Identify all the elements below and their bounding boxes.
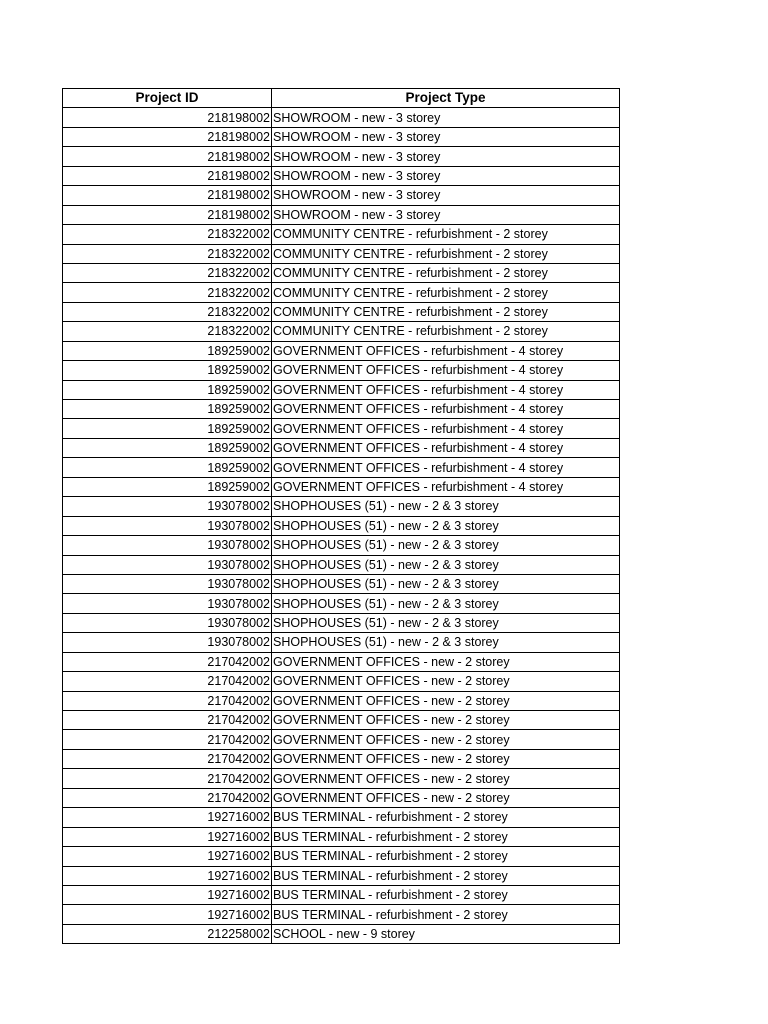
project-id-cell: 189259002 bbox=[63, 438, 272, 457]
project-id-cell: 217042002 bbox=[63, 769, 272, 788]
project-type-cell: SHOPHOUSES (51) - new - 2 & 3 storey bbox=[272, 613, 620, 632]
project-type-cell: COMMUNITY CENTRE - refurbishment - 2 storey bbox=[272, 322, 620, 341]
project-type-cell: SHOWROOM - new - 3 storey bbox=[272, 147, 620, 166]
table-row bbox=[63, 574, 620, 593]
table-row bbox=[63, 730, 620, 749]
project-id-cell: 193078002 bbox=[63, 497, 272, 516]
project-id-cell: 218322002 bbox=[63, 263, 272, 282]
table-body bbox=[63, 108, 620, 944]
project-type-cell: COMMUNITY CENTRE - refurbishment - 2 storey bbox=[272, 225, 620, 244]
project-id-cell: 218198002 bbox=[63, 127, 272, 146]
table-row bbox=[63, 885, 620, 904]
table-row bbox=[63, 866, 620, 885]
project-type-cell: SHOPHOUSES (51) - new - 2 & 3 storey bbox=[272, 555, 620, 574]
project-type-cell: SHOWROOM - new - 3 storey bbox=[272, 108, 620, 127]
project-id-cell: 217042002 bbox=[63, 652, 272, 671]
table-row bbox=[63, 516, 620, 535]
table-row bbox=[63, 127, 620, 146]
project-id-cell: 218198002 bbox=[63, 205, 272, 224]
table-row bbox=[63, 555, 620, 574]
project-id-cell: 217042002 bbox=[63, 730, 272, 749]
table-row bbox=[63, 711, 620, 730]
table-row bbox=[63, 633, 620, 652]
table-row bbox=[63, 652, 620, 671]
project-type-cell: GOVERNMENT OFFICES - refurbishment - 4 storey bbox=[272, 438, 620, 457]
table-row bbox=[63, 263, 620, 282]
table-row bbox=[63, 244, 620, 263]
project-type-cell: BUS TERMINAL - refurbishment - 2 storey bbox=[272, 905, 620, 924]
project-id-cell: 189259002 bbox=[63, 380, 272, 399]
project-type-cell: SHOPHOUSES (51) - new - 2 & 3 storey bbox=[272, 594, 620, 613]
project-id-cell: 193078002 bbox=[63, 613, 272, 632]
table-row bbox=[63, 749, 620, 768]
header-row bbox=[63, 89, 620, 108]
project-type-cell: COMMUNITY CENTRE - refurbishment - 2 storey bbox=[272, 244, 620, 263]
project-id-cell: 217042002 bbox=[63, 788, 272, 807]
project-type-cell: GOVERNMENT OFFICES - refurbishment - 4 storey bbox=[272, 419, 620, 438]
project-id-cell: 218322002 bbox=[63, 322, 272, 341]
table-row bbox=[63, 458, 620, 477]
project-type-cell: SHOPHOUSES (51) - new - 2 & 3 storey bbox=[272, 574, 620, 593]
table-row bbox=[63, 847, 620, 866]
project-id-cell: 217042002 bbox=[63, 672, 272, 691]
project-type-cell: BUS TERMINAL - refurbishment - 2 storey bbox=[272, 866, 620, 885]
project-type-cell: SCHOOL - new - 9 storey bbox=[272, 924, 620, 943]
project-type-cell: SHOPHOUSES (51) - new - 2 & 3 storey bbox=[272, 497, 620, 516]
table-row bbox=[63, 166, 620, 185]
project-id-cell: 189259002 bbox=[63, 361, 272, 380]
project-type-cell: COMMUNITY CENTRE - refurbishment - 2 storey bbox=[272, 302, 620, 321]
project-id-cell: 189259002 bbox=[63, 419, 272, 438]
project-id-cell: 212258002 bbox=[63, 924, 272, 943]
table-row bbox=[63, 186, 620, 205]
table-row bbox=[63, 205, 620, 224]
table-row bbox=[63, 536, 620, 555]
project-id-cell: 217042002 bbox=[63, 711, 272, 730]
table-row bbox=[63, 147, 620, 166]
project-type-cell: GOVERNMENT OFFICES - new - 2 storey bbox=[272, 711, 620, 730]
table-row bbox=[63, 827, 620, 846]
project-type-cell: BUS TERMINAL - refurbishment - 2 storey bbox=[272, 808, 620, 827]
project-id-cell: 192716002 bbox=[63, 866, 272, 885]
project-type-cell: SHOWROOM - new - 3 storey bbox=[272, 166, 620, 185]
project-type-cell: GOVERNMENT OFFICES - refurbishment - 4 storey bbox=[272, 341, 620, 360]
project-id-cell: 192716002 bbox=[63, 885, 272, 904]
project-id-cell: 189259002 bbox=[63, 341, 272, 360]
project-id-cell: 218198002 bbox=[63, 166, 272, 185]
project-type-cell: COMMUNITY CENTRE - refurbishment - 2 storey bbox=[272, 263, 620, 282]
table-row bbox=[63, 341, 620, 360]
project-id-cell: 193078002 bbox=[63, 594, 272, 613]
table-row bbox=[63, 769, 620, 788]
project-id-cell: 193078002 bbox=[63, 536, 272, 555]
project-type-cell: BUS TERMINAL - refurbishment - 2 storey bbox=[272, 827, 620, 846]
header-project-id: Project ID bbox=[63, 89, 272, 108]
project-type-cell: GOVERNMENT OFFICES - new - 2 storey bbox=[272, 788, 620, 807]
project-type-cell: GOVERNMENT OFFICES - refurbishment - 4 storey bbox=[272, 380, 620, 399]
project-type-cell: GOVERNMENT OFFICES - refurbishment - 4 storey bbox=[272, 361, 620, 380]
project-id-cell: 217042002 bbox=[63, 749, 272, 768]
project-type-cell: GOVERNMENT OFFICES - new - 2 storey bbox=[272, 749, 620, 768]
project-type-cell: BUS TERMINAL - refurbishment - 2 storey bbox=[272, 885, 620, 904]
project-id-cell: 217042002 bbox=[63, 691, 272, 710]
table-row bbox=[63, 419, 620, 438]
project-type-cell: SHOWROOM - new - 3 storey bbox=[272, 186, 620, 205]
project-id-cell: 218322002 bbox=[63, 225, 272, 244]
table-row bbox=[63, 380, 620, 399]
table-row bbox=[63, 788, 620, 807]
project-type-cell: GOVERNMENT OFFICES - refurbishment - 4 storey bbox=[272, 477, 620, 496]
table-row bbox=[63, 302, 620, 321]
project-id-cell: 192716002 bbox=[63, 905, 272, 924]
table-row bbox=[63, 283, 620, 302]
table-row bbox=[63, 477, 620, 496]
project-id-cell: 192716002 bbox=[63, 847, 272, 866]
project-type-cell: GOVERNMENT OFFICES - new - 2 storey bbox=[272, 672, 620, 691]
project-id-cell: 218198002 bbox=[63, 108, 272, 127]
project-type-cell: GOVERNMENT OFFICES - new - 2 storey bbox=[272, 769, 620, 788]
project-type-cell: COMMUNITY CENTRE - refurbishment - 2 storey bbox=[272, 283, 620, 302]
table-row bbox=[63, 691, 620, 710]
table-row bbox=[63, 594, 620, 613]
project-id-cell: 192716002 bbox=[63, 827, 272, 846]
table-row bbox=[63, 808, 620, 827]
project-id-cell: 218198002 bbox=[63, 186, 272, 205]
project-type-cell: GOVERNMENT OFFICES - refurbishment - 4 storey bbox=[272, 400, 620, 419]
project-type-cell: SHOWROOM - new - 3 storey bbox=[272, 205, 620, 224]
project-type-cell: SHOWROOM - new - 3 storey bbox=[272, 127, 620, 146]
project-id-cell: 218322002 bbox=[63, 244, 272, 263]
project-type-cell: GOVERNMENT OFFICES - new - 2 storey bbox=[272, 691, 620, 710]
table-row bbox=[63, 497, 620, 516]
project-id-cell: 193078002 bbox=[63, 516, 272, 535]
project-id-cell: 218198002 bbox=[63, 147, 272, 166]
project-type-cell: GOVERNMENT OFFICES - new - 2 storey bbox=[272, 652, 620, 671]
table-row bbox=[63, 361, 620, 380]
table-row bbox=[63, 225, 620, 244]
project-type-cell: SHOPHOUSES (51) - new - 2 & 3 storey bbox=[272, 536, 620, 555]
table-row bbox=[63, 613, 620, 632]
header-project-type: Project Type bbox=[272, 89, 620, 108]
project-id-cell: 189259002 bbox=[63, 477, 272, 496]
project-id-cell: 193078002 bbox=[63, 633, 272, 652]
table-row bbox=[63, 400, 620, 419]
project-id-cell: 189259002 bbox=[63, 400, 272, 419]
project-type-cell: BUS TERMINAL - refurbishment - 2 storey bbox=[272, 847, 620, 866]
table-row bbox=[63, 924, 620, 943]
project-type-cell: SHOPHOUSES (51) - new - 2 & 3 storey bbox=[272, 516, 620, 535]
table-row bbox=[63, 438, 620, 457]
table-row bbox=[63, 108, 620, 127]
project-id-cell: 189259002 bbox=[63, 458, 272, 477]
table-row bbox=[63, 322, 620, 341]
project-id-cell: 218322002 bbox=[63, 283, 272, 302]
project-type-cell: SHOPHOUSES (51) - new - 2 & 3 storey bbox=[272, 633, 620, 652]
project-table bbox=[62, 88, 620, 944]
project-type-cell: GOVERNMENT OFFICES - refurbishment - 4 storey bbox=[272, 458, 620, 477]
table-row bbox=[63, 905, 620, 924]
project-id-cell: 193078002 bbox=[63, 555, 272, 574]
project-id-cell: 193078002 bbox=[63, 574, 272, 593]
project-type-cell: GOVERNMENT OFFICES - new - 2 storey bbox=[272, 730, 620, 749]
table-row bbox=[63, 672, 620, 691]
project-id-cell: 218322002 bbox=[63, 302, 272, 321]
project-id-cell: 192716002 bbox=[63, 808, 272, 827]
